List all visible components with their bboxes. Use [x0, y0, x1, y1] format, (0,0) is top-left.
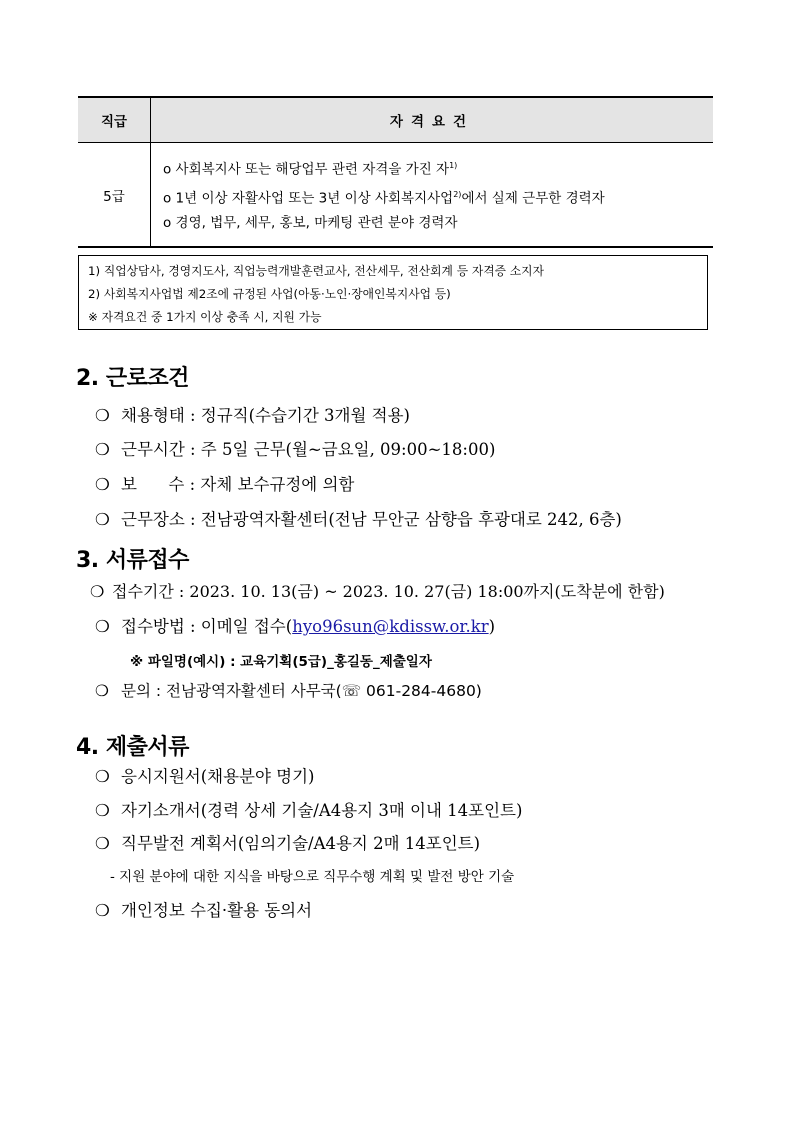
- working-item: ❍ 근무장소 : 전남광역자활센터(전남 무안군 삼향읍 후광대로 242, 6층): [95, 510, 622, 529]
- section-title-documents: 4. 제출서류: [76, 735, 189, 760]
- table-row: [78, 143, 713, 248]
- document-item: ❍ 응시지원서(채용분야 명기): [95, 767, 315, 786]
- footnote-3: ※ 자격요건 중 1가지 이상 충족 시, 지원 가능: [88, 310, 322, 324]
- bullet-icon: ❍: [95, 617, 110, 636]
- working-item: ❍ 근무시간 : 주 5일 근무(월~금요일, 09:00~18:00): [95, 440, 496, 459]
- inquiry-item: ❍ 문의 : 전남광역자활센터 사무국(☏ 061-284-4680): [95, 682, 482, 700]
- bullet-icon: ❍: [95, 767, 110, 786]
- document-item: ❍ 개인정보 수집·활용 동의서: [95, 901, 313, 920]
- requirements-cell: [151, 143, 714, 248]
- requirement-item: o 사회복지사 또는 해당업무 관련 자격을 가진 자$^{1)}$: [163, 161, 458, 178]
- document-sub-note: - 지원 분야에 대한 지식을 바탕으로 직무수행 계획 및 발전 방안 기술: [110, 869, 515, 885]
- document-item: ❍ 직무발전 계획서(임의기술/A4용지 2매 14포인트): [95, 834, 481, 853]
- application-method: ❍ 접수방법 : 이메일 접수(hyo96sun@kdissw.or.kr): [95, 617, 496, 636]
- bullet-icon: ❍: [95, 510, 110, 529]
- header-grade: 직급: [78, 97, 151, 143]
- bullet-icon: ❍: [95, 406, 110, 425]
- grade-cell: 5급: [78, 143, 151, 248]
- section-title-working: 2. 근로조건: [76, 366, 189, 391]
- email-link[interactable]: hyo96sun@kdissw.or.kr: [292, 617, 489, 636]
- bullet-icon: ❍: [95, 440, 110, 459]
- document-item: ❍ 자기소개서(경력 상세 기술/A4용지 3매 이내 14포인트): [95, 801, 523, 820]
- footnote-2: 2) 사회복지사업법 제2조에 규정된 사업(아동·노인·장애인복지사업 등): [88, 287, 451, 301]
- requirement-item: o 경영, 법무, 세무, 홍보, 마케팅 관련 분야 경력자: [163, 215, 458, 231]
- file-name-note: ※ 파일명(예시) : 교육기획(5급)_홍길동_제출일자: [130, 654, 432, 670]
- footnote-ref: 1): [449, 161, 458, 170]
- bullet-icon: ❍: [90, 582, 105, 601]
- bullet-icon: ❍: [95, 475, 110, 494]
- header-requirements: 자격요건: [151, 97, 714, 143]
- qualification-table: [78, 96, 713, 248]
- application-period: ❍ 접수기간 : 2023. 10. 13(금) ~ 2023. 10. 27(금) 18:00까지(도착분에 한함): [90, 582, 665, 601]
- table-header-row: [78, 97, 713, 143]
- bullet-icon: ❍: [95, 801, 110, 820]
- footnote-box: [78, 255, 708, 330]
- working-item: ❍ 보 수 : 자체 보수규정에 의함: [95, 475, 355, 494]
- requirement-item: o 1년 이상 자활사업 또는 3년 이상 사회복지사업$^{2)}$에서 실제 근무한 경력자: [163, 190, 605, 207]
- working-item: ❍ 채용형태 : 정규직(수습기간 3개월 적용): [95, 406, 410, 425]
- bullet-icon: ❍: [95, 682, 109, 700]
- footnote-1: 1) 직업상담사, 경영지도사, 직업능력개발훈련교사, 전산세무, 전산회계 등 자격증 소지자: [88, 264, 544, 278]
- footnote-ref: 2): [453, 190, 462, 199]
- section-title-application: 3. 서류접수: [76, 548, 189, 573]
- bullet-icon: ❍: [95, 834, 110, 853]
- bullet-icon: ❍: [95, 901, 110, 920]
